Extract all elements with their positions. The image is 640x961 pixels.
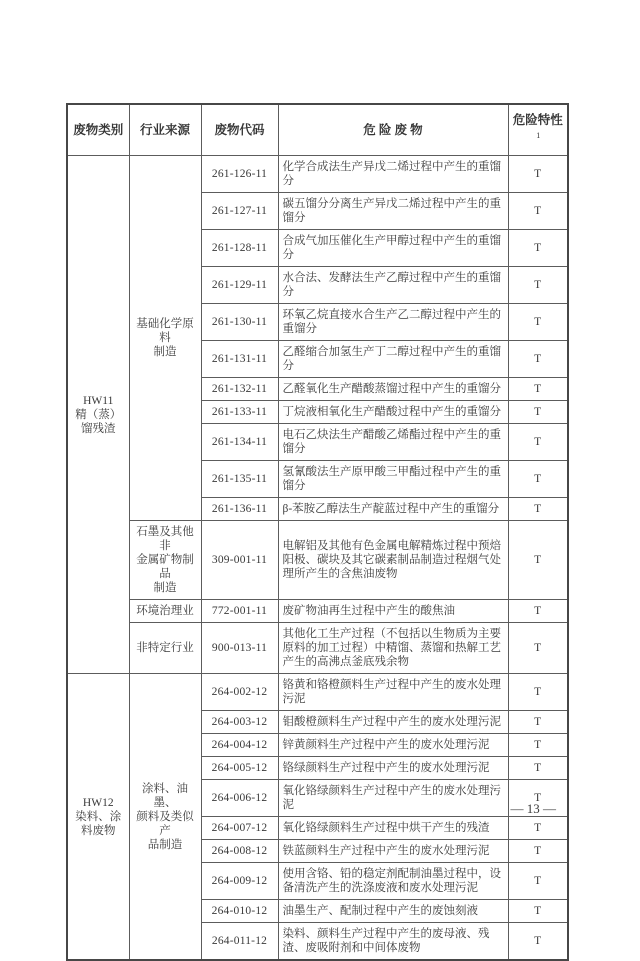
hazard-property-cell: T	[508, 424, 568, 461]
waste-description-cell: 钼酸橙颜料生产过程中产生的废水处理污泥	[278, 711, 508, 734]
waste-description-cell: 乙醛氧化生产醋酸蒸馏过程中产生的重馏分	[278, 378, 508, 401]
hazard-property-cell: T	[508, 817, 568, 840]
waste-category-cell: HW12 染料、涂 料废物	[67, 674, 129, 961]
hazard-property-cell: T	[508, 498, 568, 521]
waste-code-cell: 261-135-11	[201, 461, 278, 498]
hazard-property-cell: T	[508, 863, 568, 900]
waste-code-cell: 261-129-11	[201, 267, 278, 304]
hazard-property-cell: T	[508, 757, 568, 780]
waste-description-cell: 电石乙炔法生产醋酸乙烯酯过程中产生的重馏分	[278, 424, 508, 461]
waste-code-cell: 261-131-11	[201, 341, 278, 378]
waste-code-cell: 900-013-11	[201, 623, 278, 674]
hazard-property-cell: T	[508, 780, 568, 817]
waste-description-cell: 碳五馏分分离生产异戊二烯过程中产生的重馏分	[278, 193, 508, 230]
waste-code-cell: 261-133-11	[201, 401, 278, 424]
hazard-property-cell: T	[508, 267, 568, 304]
waste-description-cell: 化学合成法生产异戊二烯过程中产生的重馏分	[278, 156, 508, 193]
industry-source-cell: 基础化学原料 制造	[129, 156, 201, 521]
waste-description-cell: 氧化铬绿颜料生产过程中烘干产生的残渣	[278, 817, 508, 840]
footnote-marker: 1	[536, 131, 541, 140]
hazard-property-cell: T	[508, 840, 568, 863]
hazard-property-cell: T	[508, 230, 568, 267]
waste-description-cell: 油墨生产、配制过程中产生的废蚀刻液	[278, 900, 508, 923]
waste-code-cell: 264-008-12	[201, 840, 278, 863]
page-number: — 13 —	[510, 801, 556, 816]
hazard-property-cell: T	[508, 600, 568, 623]
hazard-property-cell: T	[508, 623, 568, 674]
header-waste-code: 废物代码	[201, 104, 278, 156]
table-row	[67, 674, 568, 711]
table-row	[67, 156, 568, 193]
table-header	[67, 104, 568, 156]
waste-description-cell: 铬黄和铬橙颜料生产过程中产生的废水处理污泥	[278, 674, 508, 711]
header-hazard-property	[508, 104, 568, 156]
hazard-property-cell: T	[508, 156, 568, 193]
waste-code-cell: 261-128-11	[201, 230, 278, 267]
table-row	[67, 623, 568, 674]
table-row	[67, 521, 568, 600]
hazardous-waste-table	[66, 103, 569, 961]
hazard-property-cell: T	[508, 461, 568, 498]
hazard-property-cell: T	[508, 674, 568, 711]
header-waste-category: 废物类别	[67, 104, 129, 156]
industry-source-cell: 石墨及其他非 金属矿物制品 制造	[129, 521, 201, 600]
table-row	[67, 600, 568, 623]
hazard-property-cell: T	[508, 378, 568, 401]
waste-code-cell: 264-010-12	[201, 900, 278, 923]
hazard-property-cell: T	[508, 923, 568, 961]
waste-code-cell: 264-002-12	[201, 674, 278, 711]
header-industry-source: 行业来源	[129, 104, 201, 156]
waste-code-cell: 261-127-11	[201, 193, 278, 230]
industry-source-cell: 非特定行业	[129, 623, 201, 674]
waste-description-cell: 其他化工生产过程（不包括以生物质为主要原料的加工过程）中精馏、蒸馏和热解工艺产生的高沸点釜底残余物	[278, 623, 508, 674]
waste-description-cell: 氧化铬绿颜料生产过程中产生的废水处理污泥	[278, 780, 508, 817]
waste-code-cell: 264-005-12	[201, 757, 278, 780]
header-row	[67, 104, 568, 156]
page-footer	[0, 801, 640, 817]
hazard-property-cell: T	[508, 734, 568, 757]
waste-description-cell: 电解铝及其他有色金属电解精炼过程中预焙阳极、碳块及其它碳素制品制造过程烟气处理所产生的含焦油废物	[278, 521, 508, 600]
waste-code-cell: 264-009-12	[201, 863, 278, 900]
hazard-property-cell: T	[508, 304, 568, 341]
hazard-property-cell: T	[508, 521, 568, 600]
waste-description-cell: 染料、颜料生产过程中产生的废母液、残渣、废吸附剂和中间体废物	[278, 923, 508, 961]
waste-description-cell: 锌黄颜料生产过程中产生的废水处理污泥	[278, 734, 508, 757]
waste-code-cell: 264-007-12	[201, 817, 278, 840]
industry-source-cell: 环境治理业	[129, 600, 201, 623]
waste-description-cell: 废矿物油再生过程中产生的酸焦油	[278, 600, 508, 623]
industry-source-cell: 涂料、油墨、 颜料及类似产 品制造	[129, 674, 201, 961]
waste-code-cell: 261-134-11	[201, 424, 278, 461]
waste-code-cell: 264-003-12	[201, 711, 278, 734]
waste-code-cell: 309-001-11	[201, 521, 278, 600]
hazard-property-cell: T	[508, 401, 568, 424]
waste-code-cell: 261-126-11	[201, 156, 278, 193]
hazard-property-cell: T	[508, 711, 568, 734]
waste-code-cell: 264-011-12	[201, 923, 278, 961]
waste-description-cell: 铬绿颜料生产过程中产生的废水处理污泥	[278, 757, 508, 780]
header-hazardous-waste: 危 险 废 物	[278, 104, 508, 156]
waste-description-cell: 氢氰酸法生产原甲酸三甲酯过程中产生的重馏分	[278, 461, 508, 498]
waste-category-cell: HW11 精（蒸） 馏残渣	[67, 156, 129, 674]
waste-description-cell: β-苯胺乙醇法生产靛蓝过程中产生的重馏分	[278, 498, 508, 521]
table-body	[67, 156, 568, 961]
waste-code-cell: 264-006-12	[201, 780, 278, 817]
waste-description-cell: 丁烷液相氧化生产醋酸过程中产生的重馏分	[278, 401, 508, 424]
waste-description-cell: 使用含铬、铅的稳定剂配制油墨过程中，设备清洗产生的洗涤废液和废水处理污泥	[278, 863, 508, 900]
hazard-property-cell: T	[508, 341, 568, 378]
waste-description-cell: 水合法、发酵法生产乙醇过程中产生的重馏分	[278, 267, 508, 304]
waste-description-cell: 环氧乙烷直接水合生产乙二醇过程中产生的重馏分	[278, 304, 508, 341]
waste-code-cell: 261-132-11	[201, 378, 278, 401]
waste-code-cell: 772-001-11	[201, 600, 278, 623]
header-hazard-property-label: 危险特性	[512, 113, 563, 127]
waste-description-cell: 合成气加压催化生产甲醇过程中产生的重馏分	[278, 230, 508, 267]
waste-code-cell: 261-136-11	[201, 498, 278, 521]
hazard-property-cell: T	[508, 900, 568, 923]
waste-code-cell: 264-004-12	[201, 734, 278, 757]
hazard-property-cell: T	[508, 193, 568, 230]
waste-code-cell: 261-130-11	[201, 304, 278, 341]
waste-description-cell: 乙醛缩合加氢生产丁二醇过程中产生的重馏分	[278, 341, 508, 378]
waste-description-cell: 铁蓝颜料生产过程中产生的废水处理污泥	[278, 840, 508, 863]
